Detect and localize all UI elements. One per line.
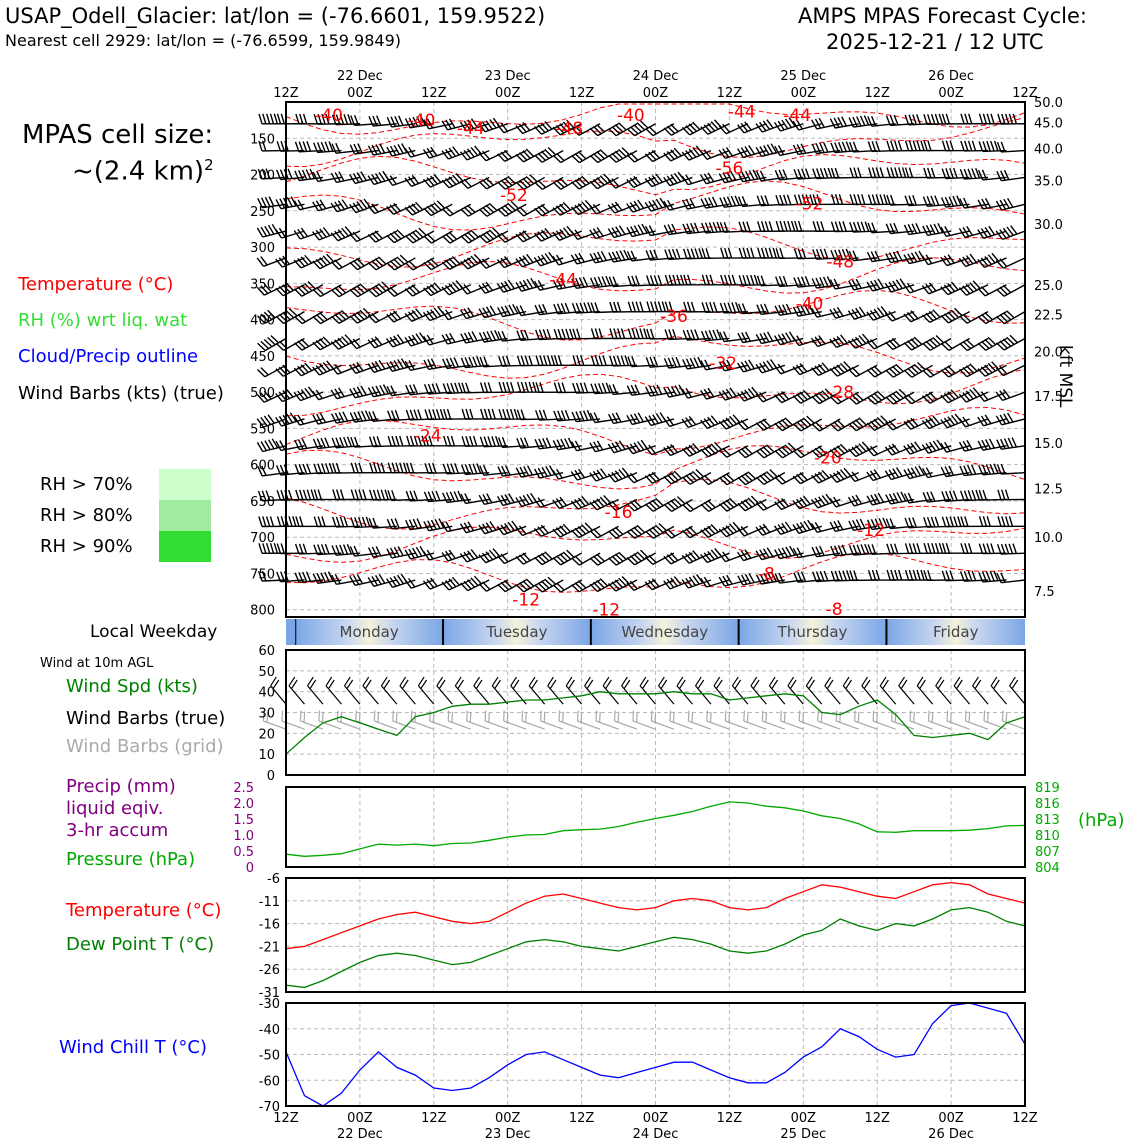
temperature-contour-label: -40 — [795, 294, 824, 315]
temperature-contour-label: -40 — [315, 106, 343, 127]
barb-stroke — [997, 573, 1025, 583]
true-wind-barb — [1010, 677, 1025, 704]
true-wind-barb — [289, 677, 304, 704]
temperature-contour-label: -24 — [413, 426, 442, 447]
barb-stroke — [996, 413, 1025, 425]
true-wind-barb — [345, 677, 360, 704]
wind-tick-label: 30 — [258, 706, 275, 722]
barb-stroke — [788, 677, 803, 704]
true-wind-barb — [474, 677, 489, 704]
top-hour-label: 00Z — [642, 86, 669, 101]
barb-stroke — [998, 544, 1025, 555]
temp-tick-label: -26 — [258, 963, 280, 979]
temp-tick-label: -21 — [258, 940, 280, 956]
top-hour-label: 12Z — [421, 86, 447, 101]
barb-stroke — [880, 677, 895, 704]
legend-wind-chill: Wind Chill T (°C) — [59, 1037, 207, 1058]
cycle-title: AMPS MPAS Forecast Cycle: — [798, 4, 1087, 28]
true-wind-barb — [585, 677, 600, 704]
height-tick-label: 45.0 — [1034, 116, 1063, 132]
barb-stroke — [308, 677, 323, 704]
top-hour-label: 00Z — [938, 86, 964, 101]
top-hour-label: 12Z — [716, 86, 743, 101]
temperature-contour-label: -40 — [407, 111, 436, 132]
barb-stroke — [345, 677, 360, 704]
height-tick-label: 25.0 — [1034, 278, 1063, 294]
true-wind-barb — [973, 677, 988, 704]
true-wind-barb — [714, 677, 729, 704]
barb-stroke — [997, 170, 1025, 181]
wind-barb — [885, 279, 914, 292]
temperature-contour-label: -36 — [660, 306, 688, 327]
legend-pressure: Pressure (hPa) — [66, 849, 196, 870]
true-wind-barb — [788, 677, 803, 704]
true-wind-barb — [455, 677, 470, 704]
barb-stroke — [492, 677, 507, 704]
true-wind-barb — [769, 677, 784, 704]
barb-stroke — [714, 677, 729, 704]
barb-stroke — [843, 677, 858, 704]
bottom-hour-label: 00Z — [938, 1111, 964, 1126]
pressure-axis-tick: 816 — [1035, 797, 1060, 812]
rh-80-label: RH > 80% — [40, 505, 133, 526]
pressure-tick-label: 300 — [250, 241, 275, 257]
pressure-tick-label: 550 — [250, 422, 275, 438]
top-hour-label: 12Z — [864, 86, 890, 101]
wind10m-title: Wind at 10m AGL — [40, 656, 154, 671]
barb-stroke — [516, 526, 545, 536]
true-wind-barb — [548, 677, 563, 704]
barb-stroke — [996, 198, 1025, 210]
pressure-tick-label: 400 — [250, 313, 275, 329]
cell-size-exponent: 2 — [204, 156, 214, 174]
temperature-contour-label: -52 — [499, 185, 528, 206]
barb-stroke — [548, 677, 563, 704]
weekday-label: Local Weekday — [90, 622, 218, 642]
wind-tick-label: 0 — [266, 769, 275, 784]
legend-temperature: Temperature (°C) — [18, 274, 174, 295]
top-hour-label: 00Z — [347, 86, 373, 101]
true-wind-barb — [640, 677, 655, 704]
height-tick-label: 35.0 — [1034, 174, 1063, 190]
true-wind-barb — [732, 677, 747, 704]
barb-stroke — [997, 311, 1025, 324]
true-wind-barb — [437, 677, 452, 704]
temp-tick-label: -6 — [267, 872, 280, 887]
legend-precip: Precip (mm) — [66, 776, 176, 797]
precip-tick-label: 1.0 — [233, 829, 254, 844]
bottom-hour-label: 12Z — [273, 1111, 299, 1126]
top-day-label: 26 Dec — [928, 69, 975, 84]
true-wind-barb — [936, 677, 951, 704]
barb-stroke — [455, 677, 470, 704]
top-hour-label: 00Z — [790, 86, 817, 101]
height-tick-label: 7.5 — [1034, 584, 1055, 600]
rh-70-label: RH > 70% — [40, 474, 133, 495]
top-day-label: 23 Dec — [484, 69, 531, 84]
bottom-hour-label: 12Z — [716, 1111, 743, 1126]
windchill-tick-label: -30 — [258, 997, 280, 1012]
wind-tick-label: 20 — [258, 727, 275, 743]
true-wind-barb — [400, 677, 415, 704]
rh-90-label: RH > 90% — [40, 536, 133, 557]
true-wind-barb — [677, 677, 692, 704]
barb-stroke — [996, 258, 1025, 268]
barb-stroke — [997, 285, 1026, 297]
barb-stroke — [677, 677, 692, 704]
barb-stroke — [381, 677, 396, 704]
bottom-hour-label: 12Z — [421, 1111, 447, 1126]
barb-stroke — [991, 677, 1006, 704]
wind-tick-label: 40 — [258, 685, 275, 701]
height-tick-label: 50.0 — [1034, 96, 1063, 111]
true-wind-barb — [381, 677, 396, 704]
barb-stroke — [936, 677, 951, 704]
bottom-day-label: 24 Dec — [632, 1127, 679, 1140]
height-tick-label: 22.5 — [1034, 308, 1063, 324]
temperature-contour-label: -48 — [555, 119, 584, 140]
temperature-contour-label: -48 — [826, 252, 855, 273]
temperature-contour-label: -44 — [549, 270, 578, 291]
wind-barb — [996, 198, 1025, 210]
barb-stroke — [622, 677, 637, 704]
temperature-contour-label: -44 — [456, 119, 485, 140]
temperature-contour-label: -52 — [795, 194, 824, 215]
wind-barb — [997, 311, 1025, 324]
pressure-tick-label: 450 — [250, 349, 275, 365]
temperature-contour — [286, 227, 1025, 267]
top-day-label: 22 Dec — [336, 69, 383, 84]
barb-stroke — [640, 677, 655, 704]
barb-stroke — [363, 677, 378, 704]
pressure-axis-tick: 810 — [1035, 829, 1060, 844]
wind-barb — [998, 490, 1025, 500]
wind-barb — [998, 516, 1025, 526]
barb-stroke — [418, 677, 433, 704]
legend-wind-barbs-grid: Wind Barbs (grid) — [66, 736, 224, 757]
bottom-day-label: 26 Dec — [928, 1127, 975, 1140]
barb-stroke — [997, 438, 1025, 450]
barb-stroke — [998, 490, 1025, 500]
wind-barb — [849, 116, 877, 128]
true-wind-barb — [899, 677, 914, 704]
windchill-tick-label: -60 — [258, 1074, 280, 1090]
barb-stroke — [659, 677, 674, 704]
weekday-band-lead — [286, 619, 295, 645]
precip-tick-label: 2.0 — [233, 797, 254, 812]
bottom-hour-label: 00Z — [642, 1111, 669, 1126]
barb-stroke — [289, 677, 304, 704]
bottom-hour-label: 12Z — [568, 1111, 595, 1126]
top-hour-label: 00Z — [494, 86, 521, 101]
barb-stroke — [474, 677, 489, 704]
temperature-contour-label: -12 — [512, 590, 541, 611]
true-wind-barb — [566, 677, 581, 704]
pressure-tick-label: 500 — [250, 386, 275, 402]
true-wind-barb — [492, 677, 507, 704]
barb-stroke — [917, 677, 932, 704]
true-wind-barb — [603, 677, 618, 704]
true-wind-barb — [696, 677, 711, 704]
barb-stroke — [997, 335, 1026, 350]
wind-barb — [997, 438, 1025, 450]
barb-stroke — [400, 677, 415, 704]
barb-stroke — [954, 677, 969, 704]
barb-stroke — [751, 677, 766, 704]
wind-tick-label: 60 — [258, 644, 275, 659]
top-hour-label: 12Z — [1012, 86, 1038, 101]
true-wind-barb — [991, 677, 1006, 704]
precip-tick-label: 0.5 — [233, 845, 254, 860]
barb-stroke — [566, 677, 581, 704]
legend-precip-accum: 3-hr accum — [66, 820, 169, 841]
true-wind-barb — [917, 677, 932, 704]
legend-precip-liquid: liquid eqiv. — [66, 798, 164, 819]
true-wind-barb — [622, 677, 637, 704]
bottom-hour-label: 00Z — [494, 1111, 521, 1126]
barb-stroke — [585, 677, 600, 704]
station-title: USAP_Odell_Glacier: lat/lon = (-76.6601, 159.9522) — [5, 4, 546, 28]
pressure-axis-tick: 804 — [1035, 861, 1060, 876]
barb-stroke — [885, 279, 914, 292]
bottom-hour-label: 00Z — [790, 1111, 817, 1126]
barb-stroke — [326, 677, 341, 704]
true-wind-barb — [880, 677, 895, 704]
height-tick-label: 17.5 — [1034, 389, 1063, 405]
cell-size-number: ~(2.4 km) — [72, 156, 205, 187]
precip-tick-label: 1.5 — [233, 813, 254, 828]
pressure-tick-label: 800 — [250, 603, 275, 619]
temp-tick-label: -16 — [258, 917, 280, 933]
bottom-hour-label: 12Z — [1012, 1111, 1038, 1126]
dewpoint-line — [286, 908, 1025, 988]
pressure-tick-label: 150 — [250, 132, 275, 148]
barb-stroke — [825, 677, 840, 704]
barb-stroke — [899, 677, 914, 704]
temperature-contour-label: -20 — [814, 448, 842, 469]
pressure-axis-tick: 819 — [1035, 781, 1060, 796]
barb-stroke — [1010, 677, 1025, 704]
temperature-contour-label: -8 — [757, 564, 775, 585]
height-tick-label: 15.0 — [1034, 436, 1063, 452]
wind-barb — [998, 114, 1025, 124]
weekday-name: Thursday — [777, 623, 848, 641]
bottom-day-label: 25 Dec — [780, 1127, 827, 1140]
cycle-time: 2025-12-21 / 12 UTC — [826, 30, 1044, 54]
pressure-tick-label: 700 — [250, 531, 275, 547]
legend-dewpoint: Dew Point T (°C) — [66, 934, 215, 955]
pressure-axis-tick: 807 — [1035, 845, 1060, 860]
precip-tick-label: 2.5 — [233, 781, 254, 796]
barb-stroke — [998, 114, 1025, 124]
top-day-label: 24 Dec — [632, 69, 679, 84]
barb-stroke — [769, 677, 784, 704]
barb-stroke — [368, 204, 397, 214]
wind-barb — [997, 285, 1026, 297]
bottom-day-label: 23 Dec — [484, 1127, 531, 1140]
wind-tick-label: 50 — [258, 664, 275, 680]
wind-barb — [997, 573, 1025, 583]
height-tick-label: 10.0 — [1034, 531, 1063, 547]
bottom-hour-label: 12Z — [864, 1111, 890, 1126]
nearest-cell-label: Nearest cell 2929: lat/lon = (-76.6599, 159.9849) — [5, 31, 401, 50]
temperature-contour-label: -12 — [857, 520, 885, 541]
bottom-day-label: 22 Dec — [336, 1127, 383, 1140]
top-hour-label: 12Z — [568, 86, 595, 101]
windchill-tick-label: -40 — [258, 1022, 280, 1038]
temperature-contour-label: -40 — [616, 106, 645, 127]
pressure-axis-tick: 813 — [1035, 813, 1060, 828]
weekday-name: Tuesday — [486, 623, 548, 641]
windchill-tick-label: -70 — [258, 1100, 280, 1115]
temp-tick-label: -11 — [258, 894, 280, 910]
true-wind-barb — [308, 677, 323, 704]
true-wind-barb — [825, 677, 840, 704]
barb-stroke — [732, 677, 747, 704]
top-day-label: 25 Dec — [780, 69, 827, 84]
barb-stroke — [696, 677, 711, 704]
temperature-contour-label: -44 — [783, 106, 812, 127]
true-wind-barb — [659, 677, 674, 704]
legend-cloud-outline: Cloud/Precip outline — [18, 346, 199, 367]
barb-stroke — [973, 677, 988, 704]
temp-tick-label: -31 — [258, 986, 280, 1001]
pressure-tick-label: 200 — [250, 168, 275, 184]
height-tick-label: 12.5 — [1034, 482, 1063, 498]
barb-stroke — [849, 116, 877, 128]
pressure-tick-label: 650 — [250, 494, 275, 510]
wind-barb — [720, 196, 748, 207]
bottom-hour-label: 00Z — [347, 1111, 373, 1126]
temperature-contour-label: -16 — [604, 502, 633, 523]
true-wind-barb — [751, 677, 766, 704]
precip-tick-label: 0 — [245, 861, 254, 876]
kft-axis-label: kft MSL — [1055, 345, 1075, 408]
pressure-tick-label: 350 — [250, 277, 275, 293]
true-wind-barb — [418, 677, 433, 704]
temperature-contour-label: -8 — [825, 600, 843, 621]
temperature-contour-label: -56 — [715, 159, 744, 180]
barb-stroke — [720, 196, 748, 207]
pressure-tick-label: 600 — [250, 458, 275, 474]
weekday-name: Wednesday — [621, 623, 709, 641]
top-hour-label: 12Z — [273, 86, 299, 101]
temperature-contour-label: -12 — [592, 600, 621, 621]
wind-barb — [996, 413, 1025, 425]
height-tick-label: 30.0 — [1034, 217, 1063, 233]
height-tick-label: 40.0 — [1034, 142, 1063, 158]
precip-panel-frame — [286, 787, 1025, 867]
true-wind-barb — [954, 677, 969, 704]
legend-rh: RH (%) wrt liq. wat — [18, 310, 188, 331]
pressure-tick-label: 750 — [250, 567, 275, 583]
wind-barb — [998, 544, 1025, 555]
barb-stroke — [437, 677, 452, 704]
pressure-tick-label: 250 — [250, 204, 275, 220]
wind-barb — [997, 170, 1025, 181]
wind-barb — [368, 204, 397, 214]
true-wind-barb — [843, 677, 858, 704]
height-tick-label: 20.0 — [1034, 345, 1063, 361]
true-wind-barb — [363, 677, 378, 704]
legend-wind-speed: Wind Spd (kts) — [66, 676, 198, 697]
weekday-name: Monday — [339, 623, 399, 641]
legend-wind-barbs: Wind Barbs (kts) (true) — [18, 383, 224, 404]
windchill-tick-label: -50 — [258, 1048, 280, 1064]
barb-stroke — [998, 516, 1025, 526]
temperature-contour-label: -44 — [727, 102, 756, 123]
pressure-unit-label: (hPa) — [1078, 810, 1125, 831]
wind-barb — [516, 526, 545, 536]
temperature-contour-label: -28 — [826, 383, 855, 404]
legend-wind-barbs-true: Wind Barbs (true) — [66, 708, 226, 729]
legend-temp-panel: Temperature (°C) — [66, 900, 222, 921]
barb-stroke — [603, 677, 618, 704]
true-wind-barb — [326, 677, 341, 704]
wind-barb — [997, 335, 1026, 350]
weekday-name: Friday — [932, 623, 979, 641]
temperature-contour-label: -32 — [709, 354, 738, 375]
cell-size-label: MPAS cell size: — [22, 120, 214, 150]
wind-tick-label: 10 — [258, 748, 275, 764]
wind-barb — [996, 258, 1025, 268]
